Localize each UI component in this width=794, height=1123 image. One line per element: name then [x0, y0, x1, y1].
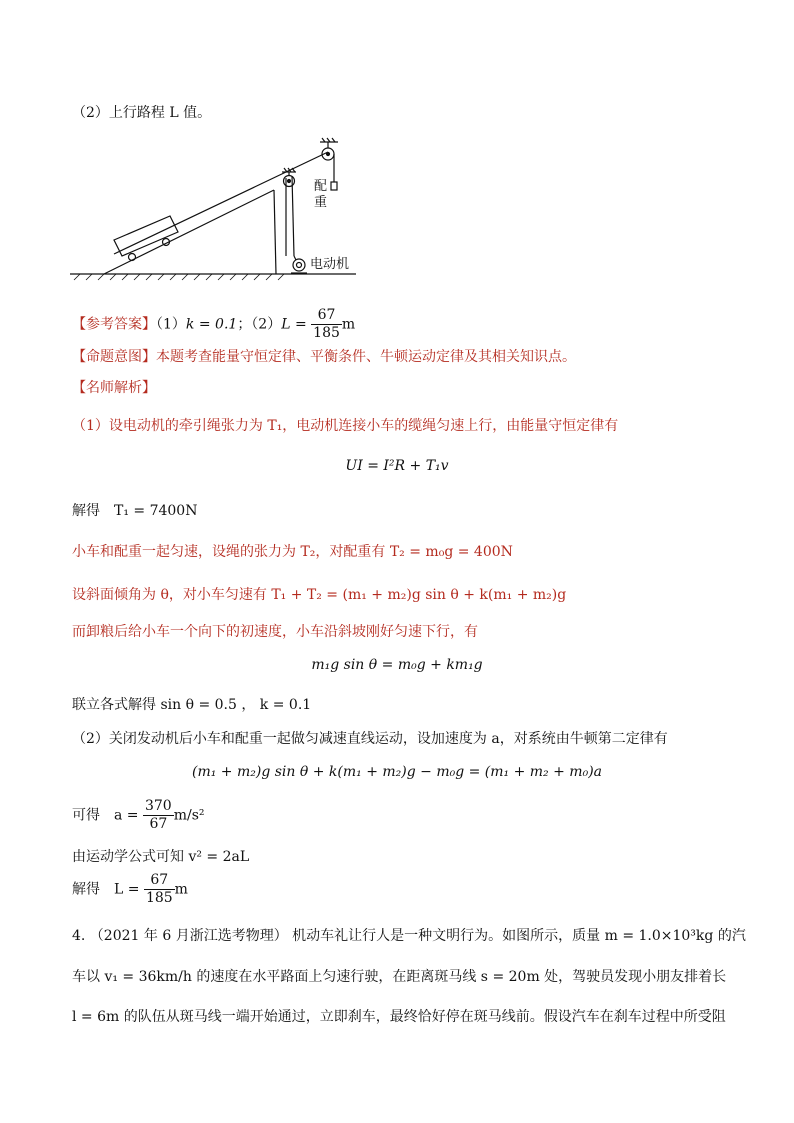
answer-L-unit: m — [341, 316, 356, 333]
answer-sep: ；（2） — [237, 316, 282, 333]
distance-unit: m — [174, 881, 188, 898]
equation-2: m₁g sin θ = m₀g + km₁g — [311, 657, 483, 673]
analysis-line-6: 联立各式解得 sin θ = 0.5 ， k = 0.1 — [72, 697, 312, 713]
answer-tag: 【参考答案】 — [72, 316, 156, 333]
intent-line — [72, 346, 576, 366]
intent-text: 本题考查能量守恒定律、平衡条件、牛顿运动定律及其相关知识点。 — [156, 349, 576, 365]
motor-label: 电动机 — [310, 256, 350, 271]
analysis-line-3: 小车和配重一起匀速，设绳的张力为 T₂，对配重有 T₂ = m₀g = 400N — [72, 544, 513, 560]
answer-line — [72, 307, 355, 342]
incline-pulley-figure — [66, 132, 366, 282]
analysis-line-1: （1）设电动机的牵引绳张力为 T₁，电动机连接小车的缆绳匀速上行，由能量守恒定律有 — [72, 418, 619, 434]
part2-question: （2）上行路程 L 值。 — [72, 105, 212, 121]
equation-3: (m₁ + m₂)g sin θ + k(m₁ + m₂)g − m₀g = (m₁ + m₂ + m₀)a — [191, 764, 602, 780]
analysis-line-10 — [72, 872, 188, 907]
intent-tag: 【命题意图】 — [72, 349, 156, 365]
equation-1: UI = I²R + T₁v — [345, 458, 449, 474]
question4-line-2: 车以 v₁ = 36km/h 的速度在水平路面上匀速行驶，在距离斑马线 s = 20m 处，驾驶员发现小朋友排着长 — [72, 969, 727, 985]
analysis-line-9: 由运动学公式可知 v² = 2aL — [72, 849, 250, 865]
analysis-line-8 — [72, 798, 205, 833]
answer-k: k = 0.1 — [185, 316, 238, 333]
question4-line-1: 4. （2021 年 6 月浙江选考物理） 机动车礼让行人是一种文明行为。如图所示，质量 m = 1.0×10³kg 的汽 — [72, 928, 746, 944]
accel-fraction: $\frac{370}{67}$ — [144, 798, 172, 832]
question4-line-3: l = 6m 的队伍从斑马线一端开始通过，立即刹车，最终恰好停在斑马线前。假设汽车在刹车过程中所受阻 — [72, 1009, 726, 1025]
accel-unit: m/s² — [173, 807, 205, 824]
analysis-line-5: 而卸粮后给小车一个向下的初速度，小车沿斜坡刚好匀速下行，有 — [72, 624, 478, 640]
analysis-line-7: （2）关闭发动机后小车和配重一起做匀减速直线运动，设加速度为 a，对系统由牛顿第二定律有 — [72, 731, 668, 747]
distance-prefix: 解得 L = — [72, 881, 140, 898]
answer-part1: （1） — [156, 316, 186, 333]
distance-fraction: $\frac{67}{185}$ — [145, 872, 173, 906]
analysis-line-2: 解得 T₁ = 7400N — [72, 503, 198, 519]
answer-L-prefix: L = — [281, 316, 307, 333]
accel-prefix: 可得 a = — [72, 807, 139, 824]
counterweight-label-1: 配 — [314, 178, 328, 193]
answer-L-fraction: $\frac{67}{185}$ — [313, 307, 340, 341]
counterweight-label-2: 重 — [314, 194, 328, 209]
analysis-tag: 【名师解析】 — [72, 380, 156, 396]
analysis-line-4: 设斜面倾角为 θ，对小车匀速有 T₁ + T₂ = (m₁ + m₂)g sin θ + k(m₁ + m₂)g — [72, 587, 567, 603]
